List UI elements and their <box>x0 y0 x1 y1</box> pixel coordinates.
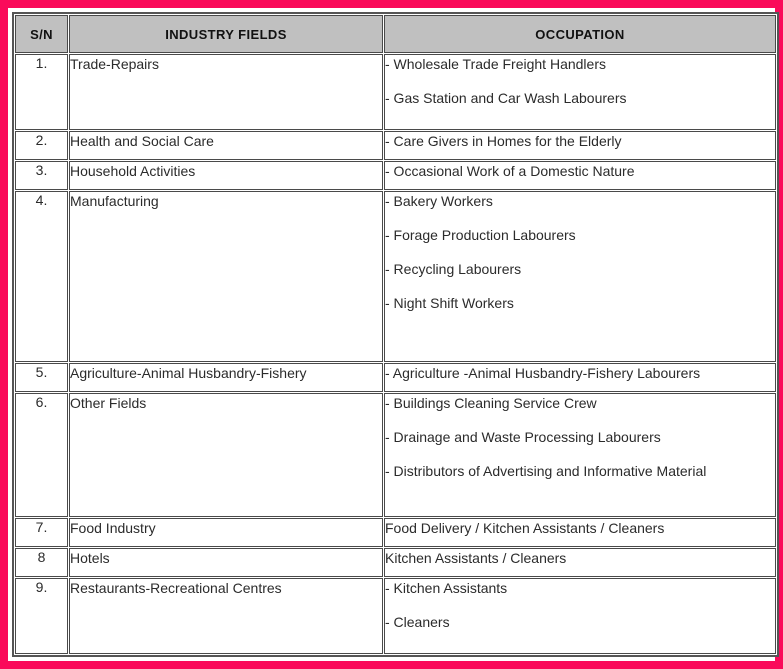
occupation-item: - Forage Production Labourers <box>385 227 576 244</box>
occupation-item: - Buildings Cleaning Service Crew <box>385 395 597 412</box>
occupation-item: - Agriculture -Animal Husbandry-Fishery Labourers <box>385 365 701 382</box>
cell-occupation <box>384 518 776 547</box>
occupation-list <box>385 579 775 632</box>
cell-occupation <box>384 131 776 160</box>
cell-industry-field: Manufacturing <box>69 191 383 362</box>
cell-occupation <box>384 54 776 130</box>
cell-serial-number: 5. <box>15 363 68 392</box>
occupation-list <box>385 364 775 383</box>
occupation-list <box>385 162 775 181</box>
table-header <box>15 15 776 53</box>
cell-industry-field: Household Activities <box>69 161 383 190</box>
cell-industry-field: Agriculture-Animal Husbandry-Fishery <box>69 363 383 392</box>
table-body <box>15 54 776 654</box>
occupation-item: - Wholesale Trade Freight Handlers <box>385 56 606 72</box>
table-row <box>15 518 776 547</box>
cell-serial-number: 7. <box>15 518 68 547</box>
occupation-item: - Distributors of Advertising and Informative Material <box>385 462 707 479</box>
cell-occupation <box>384 363 776 392</box>
table-row <box>15 578 776 654</box>
table-row <box>15 191 776 362</box>
table-row <box>15 393 776 516</box>
table-row <box>15 548 776 577</box>
occupation-list <box>385 132 775 151</box>
occupation-item: - Bakery Workers <box>385 193 493 210</box>
occupation-list <box>385 55 775 108</box>
occupation-item: - Kitchen Assistants <box>385 579 508 596</box>
table-row <box>15 54 776 130</box>
cell-occupation <box>384 393 776 516</box>
column-header-occupation: OCCUPATION <box>384 15 776 53</box>
cell-industry-field: Food Industry <box>69 518 383 547</box>
table-row <box>15 131 776 160</box>
occupation-item: - Night Shift Workers <box>385 295 514 312</box>
cell-serial-number: 8 <box>15 548 68 577</box>
frame-inner <box>8 8 775 661</box>
cell-industry-field: Other Fields <box>69 393 383 516</box>
occupation-list <box>385 192 775 313</box>
cell-occupation <box>384 548 776 577</box>
occupation-item: - Cleaners <box>385 613 450 630</box>
cell-serial-number: 3. <box>15 161 68 190</box>
column-header-sn: S/N <box>15 15 68 53</box>
cell-occupation <box>384 191 776 362</box>
occupation-item: - Recycling Labourers <box>385 261 522 278</box>
industry-occupation-table <box>12 12 779 657</box>
cell-serial-number: 9. <box>15 578 68 654</box>
cell-serial-number: 2. <box>15 131 68 160</box>
occupation-list <box>385 394 775 481</box>
cell-industry-field: Trade-Repairs <box>69 54 383 130</box>
cell-occupation <box>384 578 776 654</box>
table-row <box>15 363 776 392</box>
occupation-item: Food Delivery / Kitchen Assistants / Cleaners <box>385 519 665 536</box>
column-header-industry-fields: INDUSTRY FIELDS <box>69 15 383 53</box>
cell-industry-field: Restaurants-Recreational Centres <box>69 578 383 654</box>
occupation-item: - Drainage and Waste Processing Labourers <box>385 428 661 445</box>
occupation-list <box>385 519 775 538</box>
occupation-list <box>385 549 775 568</box>
cell-occupation <box>384 161 776 190</box>
cell-industry-field: Health and Social Care <box>69 131 383 160</box>
occupation-item: - Care Givers in Homes for the Elderly <box>385 133 622 150</box>
table-row <box>15 161 776 190</box>
cell-serial-number: 6. <box>15 393 68 516</box>
occupation-item: - Gas Station and Car Wash Labourers <box>385 89 627 106</box>
cell-serial-number: 1. <box>15 54 68 130</box>
occupation-item: Kitchen Assistants / Cleaners <box>385 549 567 566</box>
cell-serial-number: 4. <box>15 191 68 362</box>
occupation-item: - Occasional Work of a Domestic Nature <box>385 163 635 180</box>
table-header-row <box>15 15 776 53</box>
cell-industry-field: Hotels <box>69 548 383 577</box>
